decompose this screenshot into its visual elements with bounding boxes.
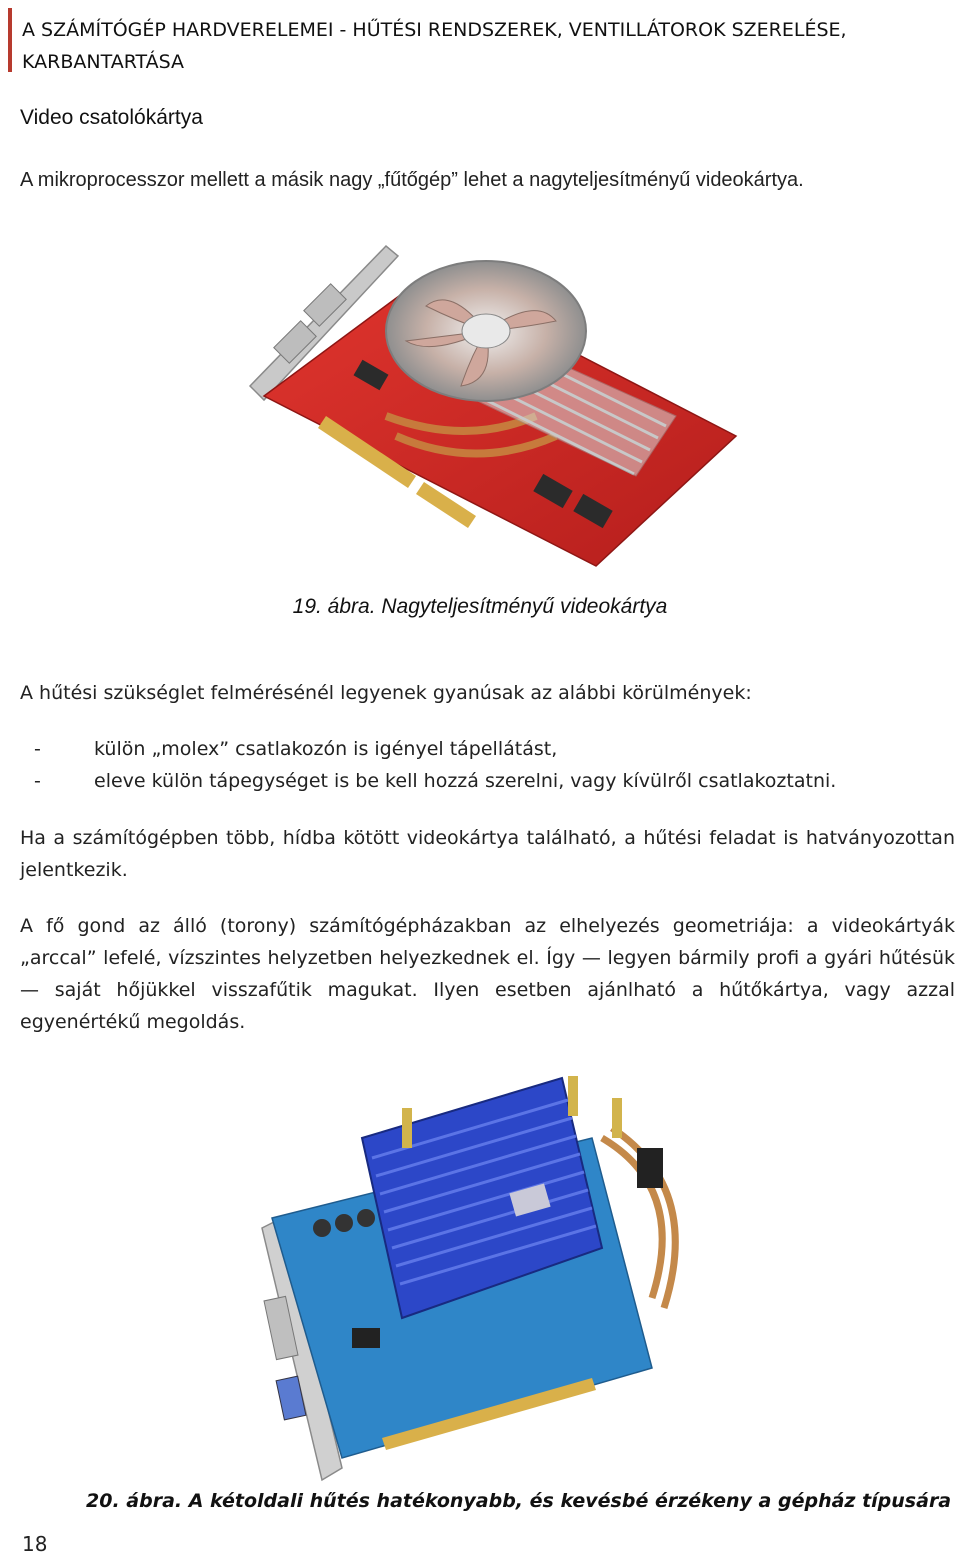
figure-1-caption: 19. ábra. Nagyteljesítményű videokártya (292, 595, 668, 618)
list-item-text: eleve külön tápegységet is be kell hozzá szerelni, vagy kívülről csatlakoztatni. (94, 770, 837, 792)
lead-paragraph: A hűtési szükséglet felmérésénél legyenek gyanúsak az alábbi körülmények: (20, 682, 752, 704)
header-accent-bar (8, 8, 12, 72)
header-title: A SZÁMÍTÓGÉP HARDVERELEMEI - HŰTÉSI RENDSZEREK, VENTILLÁTOROK SZERELÉSE, KARBANTARTÁSA (22, 19, 847, 73)
paragraph-bridged-cards: Ha a számítógépben több, hídba kötött videokártya található, a hűtési feladat is hatványozottan jelentkezik. (20, 827, 955, 881)
intro-paragraph: A mikroprocesszor mellett a másik nagy „fűtőgép” lehet a nagyteljesítményű videokártya. (20, 169, 804, 191)
list-dash: - (34, 738, 41, 760)
page-header (8, 8, 952, 72)
list-dash: - (34, 770, 41, 792)
passive-cooled-card-photo (232, 1068, 732, 1486)
section-title: Video csatolókártya (20, 106, 203, 129)
list-item (20, 765, 955, 797)
page-number: 18 (22, 1532, 48, 1556)
list-item (20, 733, 955, 765)
condition-list (20, 733, 955, 797)
figure-2-caption: 20. ábra. A kétoldali hűtés hatékonyabb, és kevésbé érzékeny a gépház típusára (86, 1490, 952, 1512)
graphics-card-photo (236, 236, 756, 596)
list-item-text: külön „molex” csatlakozón is igényel tápellátást, (94, 738, 558, 760)
paragraph-tower-geometry: A fő gond az álló (torony) számítógépházakban az elhelyezés geometriája: a videokártyák „arccal” lefelé, vízszintes helyzetben helyezkednek el. Így — legyen bármily profi a gyári hűtésük — saját hőjükkel visszafűtik magukat. Ilyen esetben ajánlható a hűtőkártya, vagy azzal egyenértékű megoldás. (20, 915, 955, 1033)
